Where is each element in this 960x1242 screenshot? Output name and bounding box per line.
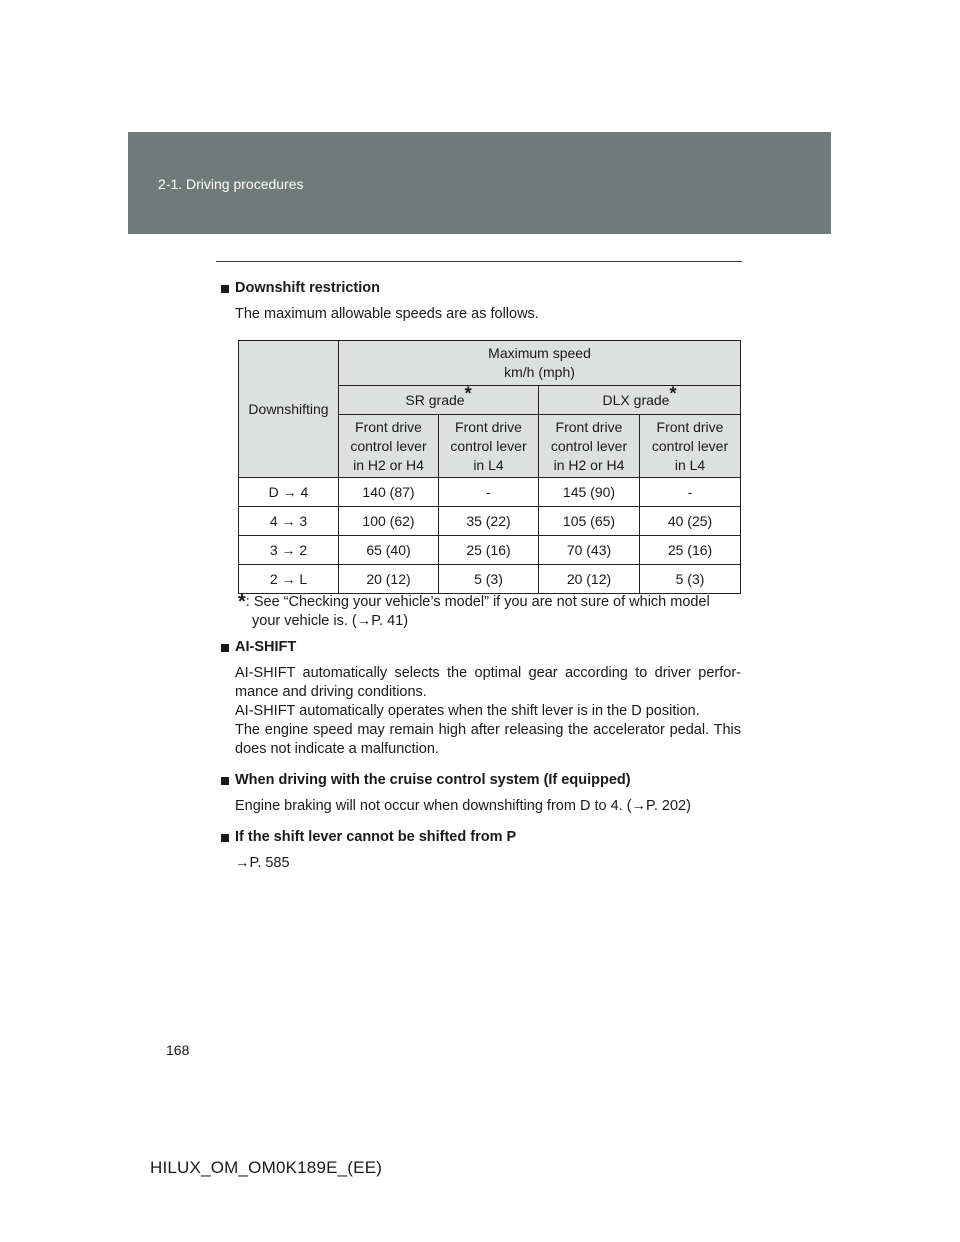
square-bullet-icon <box>221 285 229 293</box>
ai-shift-heading-text: AI-SHIFT <box>235 639 297 655</box>
cell-shift: D → 4 <box>239 478 339 507</box>
sub-header-line: control lever <box>450 437 527 454</box>
table-row <box>239 478 741 507</box>
section-title: 2-1. Driving procedures <box>158 176 304 192</box>
sub-header-line: control lever <box>651 437 729 454</box>
max-speed-label: Maximum speed <box>488 345 591 361</box>
downshift-heading-text: Downshift restriction <box>235 280 381 296</box>
sub-header-line: Front drive <box>355 418 422 435</box>
shift-lever-heading-text: If the shift lever cannot be shifted from P <box>235 829 517 845</box>
row-header-downshifting: Downshifting <box>239 341 339 478</box>
cell-shift: 2 → L <box>239 565 339 594</box>
ai-shift-paragraph: The engine speed may remain high after releasing the accelerator pedal. This does not indicate a malfunction. <box>235 722 741 757</box>
cell-sr-l4: - <box>439 478 539 507</box>
cell-sr-h2h4: 140 (87) <box>339 478 439 507</box>
cell-dlx-h2h4: 20 (12) <box>539 565 640 594</box>
footnote-star: * <box>464 382 472 403</box>
cell-sr-h2h4: 100 (62) <box>339 507 439 536</box>
square-bullet-icon <box>221 834 229 842</box>
sr-h2h4-header <box>339 415 439 478</box>
sub-header-line: Front drive <box>555 418 623 435</box>
cell-sr-h2h4: 20 (12) <box>339 565 439 594</box>
footnote-star: * <box>669 382 677 403</box>
sr-grade-header <box>339 382 539 415</box>
cell-sr-l4: 5 (3) <box>439 565 539 594</box>
cell-dlx-l4: 40 (25) <box>640 507 741 536</box>
footnote-line1: : See “Checking your vehicle’s model” if you are not sure of which model <box>245 594 710 610</box>
cell-shift: 3 → 2 <box>239 536 339 565</box>
cell-dlx-l4: - <box>640 478 741 507</box>
downshift-section <box>221 279 741 324</box>
square-bullet-icon <box>221 644 229 652</box>
sub-header-line: control lever <box>350 437 427 454</box>
ai-shift-heading <box>221 638 741 657</box>
downshift-speed-table <box>238 340 741 594</box>
sr-grade-label: SR grade <box>405 391 465 408</box>
cruise-heading <box>221 771 741 790</box>
table-row <box>239 565 741 594</box>
cell-sr-h2h4: 65 (40) <box>339 536 439 565</box>
section-header-band <box>128 132 831 234</box>
table-row <box>239 536 741 565</box>
max-speed-unit: km/h (mph) <box>504 364 575 380</box>
cell-dlx-l4: 25 (16) <box>640 536 741 565</box>
table-row <box>239 507 741 536</box>
sub-header-line: in H2 or H4 <box>353 456 424 473</box>
page-reference: →P. 585 <box>235 855 290 871</box>
notes-section <box>221 638 741 873</box>
sub-header-line: in H2 or H4 <box>553 456 625 473</box>
ai-shift-paragraph: AI-SHIFT automatically operates when the shift lever is in the D position. <box>235 703 700 719</box>
footnote <box>238 593 738 631</box>
cruise-paragraph: Engine braking will not occur when downshifting from D to 4. (→P. 202) <box>235 798 691 814</box>
page-number: 168 <box>166 1042 190 1058</box>
sub-header-line: in L4 <box>473 456 504 473</box>
cruise-heading-text: When driving with the cruise control system (If equipped) <box>235 772 631 788</box>
sub-header-line: Front drive <box>656 418 724 435</box>
sub-header-line: control lever <box>550 437 628 454</box>
shift-lever-heading <box>221 828 741 847</box>
cell-sr-l4: 35 (22) <box>439 507 539 536</box>
footnote-line2: your vehicle is. (→P. 41) <box>252 613 409 629</box>
cell-dlx-h2h4: 70 (43) <box>539 536 640 565</box>
footnote-star: * <box>238 591 246 613</box>
top-divider <box>216 261 742 262</box>
dlx-l4-header <box>640 415 741 478</box>
sub-header-line: in L4 <box>674 456 706 473</box>
dlx-grade-header <box>539 382 741 415</box>
downshift-heading <box>221 279 741 298</box>
ai-shift-paragraph: AI-SHIFT automatically selects the optimal gear according to driver perfor-mance and driving conditions. <box>235 665 741 700</box>
cell-dlx-h2h4: 105 (65) <box>539 507 640 536</box>
max-speed-header <box>339 341 741 386</box>
cell-dlx-h2h4: 145 (90) <box>539 478 640 507</box>
document-id: HILUX_OM_OM0K189E_(EE) <box>150 1158 383 1177</box>
dlx-h2h4-header <box>539 415 640 478</box>
downshift-intro: The maximum allowable speeds are as follows. <box>235 306 539 322</box>
sub-header-line: Front drive <box>455 418 522 435</box>
square-bullet-icon <box>221 777 229 785</box>
cell-shift: 4 → 3 <box>239 507 339 536</box>
sr-l4-header <box>439 415 539 478</box>
cell-sr-l4: 25 (16) <box>439 536 539 565</box>
dlx-grade-label: DLX grade <box>602 391 670 408</box>
cell-dlx-l4: 5 (3) <box>640 565 741 594</box>
